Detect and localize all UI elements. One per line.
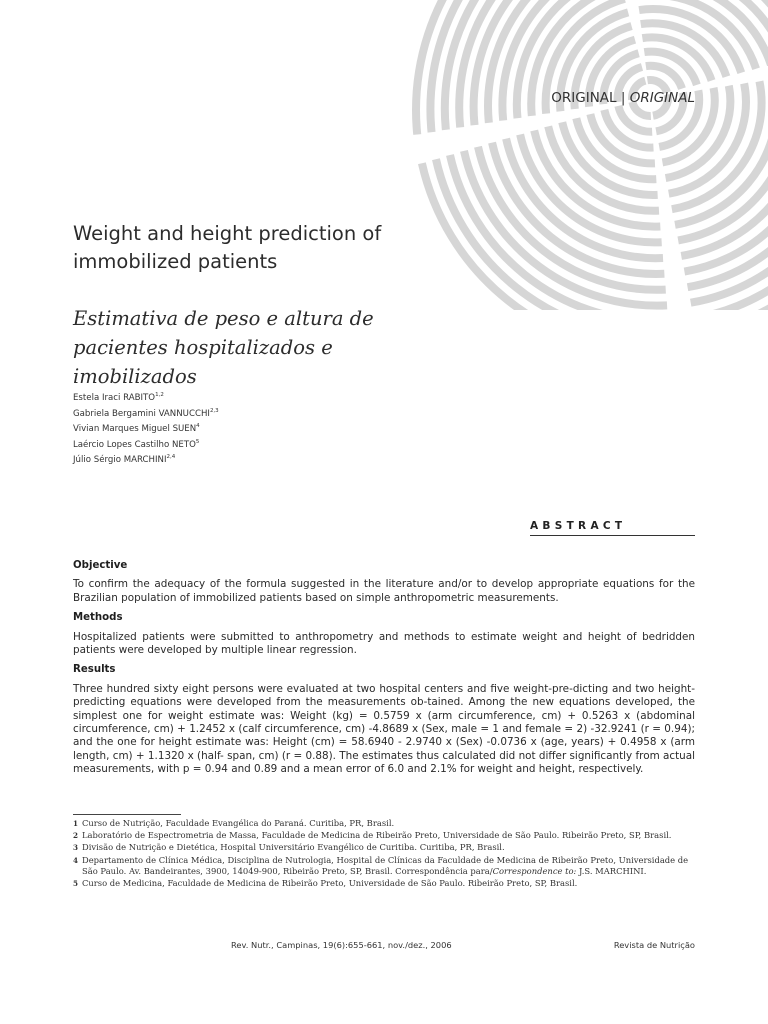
footnotes — [73, 818, 695, 890]
abstract-section-results — [73, 663, 695, 776]
article-title-portuguese: Estimativa de peso e altura de pacientes hospitalizados e imobilizados — [73, 307, 374, 388]
footnote: 1 Curso de Nutrição, Faculdade Evangélica do Paraná. Curitiba, PR, Brasil. — [73, 818, 395, 828]
footnote: 2 Laboratório de Espectrometria de Massa, Faculdade de Medicina de Ribeirão Preto, Universidade de São Paulo. Ribeirão Preto, SP, Brasil. — [73, 830, 672, 841]
section-heading: Results — [73, 664, 116, 676]
section-heading: Objective — [73, 560, 128, 571]
author: Gabriela Bergamini VANNUCCHI$^{2,3}$ — [73, 407, 219, 419]
footer-citation: Rev. Nutr., Campinas, 19(6):655-661, nov./dez., 2006 — [231, 940, 452, 950]
footnote: 3 Divisão de Nutrição e Dietética, Hospital Universitário Evangélico de Curitiba. Curitiba, PR, Brasil. — [73, 842, 505, 853]
author-list — [73, 391, 219, 469]
section-label: ORIGINAL | ORIGINAL — [551, 90, 695, 106]
footnote: 5 Curso de Medicina, Faculdade de Medicina de Ribeirão Preto, Universidade de São Paulo. Ribeirão Preto, SP, Brasil. — [73, 878, 578, 889]
section-text: Hospitalized patients were submitted to anthropometry and methods to estimate weight and height of bedridden patients were developed by multiple linear regression. — [73, 630, 695, 657]
section-text: To confirm the adequacy of the formula suggested in the literature and/or to develop appropriate equations for the Brazilian population of immobilized patients based on simple anthropometric measurements. — [73, 578, 695, 604]
footnote: 4 Departamento de Clínica Médica, Disciplina de Nutrologia, Hospital de Clínicas da Faculdade de Medicina de Ribeirão Preto, Universidade de São Paulo. Av. Bandeirantes, 3900, 14049-900, Ribeirão Preto, SP, Brasil. Correspondência para/Correspondence to: J.S. MARCHINI. — [73, 854, 689, 876]
author: Laércio Lopes Castilho NETO$^5$ — [73, 438, 200, 450]
author: Vivian Marques Miguel SUEN$^4$ — [73, 423, 200, 435]
author: Estela Iraci RABITO$^{1,2}$ — [73, 392, 164, 403]
abstract-section-methods — [73, 611, 695, 657]
abstract-body — [73, 559, 695, 783]
section-heading: Methods — [73, 612, 123, 624]
section-text: Three hundred sixty eight persons were evaluated at two hospital centers and five weight-pre-dicting and two height-predicting equations were developed from the measurements ob-tained. Among the new equations developed, the simplest one for weight estimate was: Weight (kg) = 0.5759 x (arm circumference, cm) + 0.5263 x (abdominal circumference, cm) + 1.2452 x (calf circumference, cm) -4.8689 x (Sex, male = 1 and female = 2) -32.9241 (r = 0.94); and the one for height estimate was: Height (cm) = 58.6940 - 2.9740 x (Sex) -0.0736 x (age, years) + 0.4958 x (arm length, cm) + 1.1320 x (half- span, cm) (r = 0.88). The estimates thus calculated did not differ significantly from actual measurements, with p = 0.94 and 0.89 and a mean error of 6.0 and 2.1% for weight and height, respectively. — [73, 682, 695, 776]
decorative-spiral-graphic — [380, 0, 768, 310]
abstract-heading: ABSTRACT — [530, 520, 695, 536]
article-title-english: Weight and height prediction of immobilized patients — [73, 222, 382, 273]
footer-journal: Revista de Nutrição — [613, 940, 695, 950]
abstract-section-objective — [73, 559, 695, 605]
author: Júlio Sérgio MARCHINI$^{2,4}$ — [73, 454, 176, 466]
footnote-divider — [73, 814, 181, 815]
